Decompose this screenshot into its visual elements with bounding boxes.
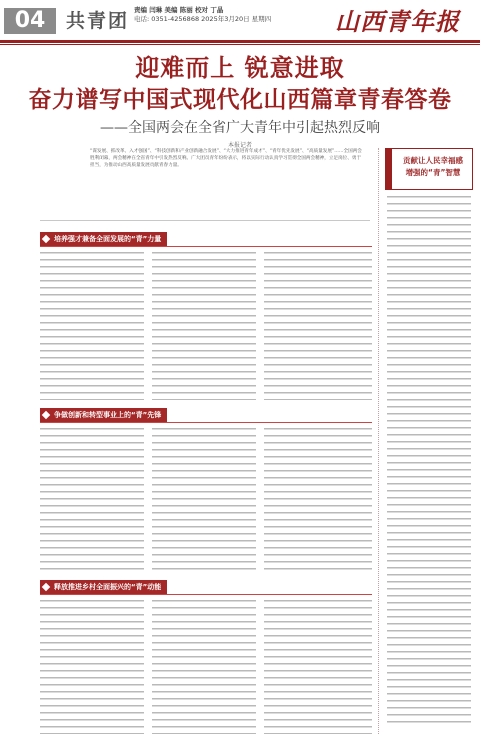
sidebar-text bbox=[387, 196, 471, 728]
sidebar-heading-box bbox=[385, 148, 473, 190]
masthead-rule bbox=[0, 40, 480, 43]
page-number: 04 bbox=[4, 8, 56, 34]
article-column bbox=[152, 600, 256, 734]
section-banner-3 bbox=[40, 580, 372, 595]
headline-line-1: 迎难而上 锐意进取 bbox=[135, 54, 345, 82]
article-column bbox=[264, 252, 372, 400]
section-banner-label-2: 争做创新和转型事业上的“青”先锋 bbox=[40, 408, 167, 422]
sidebar-article bbox=[378, 148, 475, 734]
intro-text: “谋发展、抓改革、入才强国”、“科技创新和产业创新融合发展”、“大力推进青年成才”、“青年优先发展”、“高质量发展”……全国两会胜利闭幕，两会精神在全省青年中引发热烈反响。广大团员青年纷纷表示，将以实际行动认真学习贯彻全国两会精神，立足岗位、勇于担当，为推动山西高质量发展贡献青春力量。 bbox=[90, 149, 362, 168]
intro-paragraph bbox=[90, 148, 362, 212]
headline-block bbox=[0, 52, 480, 149]
article-column bbox=[40, 252, 144, 400]
intro-divider bbox=[40, 220, 370, 221]
article-column bbox=[40, 428, 144, 572]
byline: 本报记者 bbox=[227, 142, 252, 149]
masthead-rule-thin bbox=[0, 44, 480, 45]
editor-credits: 责编 闫琳 美编 陈丽 校对 丁晶 bbox=[134, 6, 224, 14]
sidebar-heading-accent bbox=[386, 149, 392, 189]
section-banner-2 bbox=[40, 408, 372, 423]
sidebar-title-line-2: 增强的“青”智慧 bbox=[405, 168, 461, 177]
page-meta bbox=[134, 6, 271, 24]
sidebar-title-line-1: 贡献让人民幸福感 bbox=[403, 156, 463, 165]
section-banner-1 bbox=[40, 232, 372, 247]
article-column bbox=[40, 600, 144, 734]
article-column bbox=[152, 428, 256, 572]
masthead bbox=[0, 0, 480, 42]
section-banner-label-3: 释放推进乡村全面振兴的“青”动能 bbox=[40, 580, 167, 594]
article-column bbox=[152, 252, 256, 400]
contact-date: 电话: 0351-4256868 2025年3月20日 星期四 bbox=[134, 15, 272, 23]
section-banner-label-1: 培养强才兼备全面发展的“青”力量 bbox=[40, 232, 167, 246]
headline-line-2: 奋力谱写中国式现代化山西篇章青春答卷 bbox=[28, 87, 452, 113]
section-name: 共青团 bbox=[66, 10, 130, 32]
newspaper-logo: 山西青年报 bbox=[335, 7, 460, 36]
headline-subtitle: ——全国两会在全省广大青年中引起热烈反响 bbox=[100, 120, 380, 136]
article-column bbox=[264, 428, 372, 572]
article-column bbox=[264, 600, 372, 734]
sidebar-title bbox=[396, 155, 470, 179]
